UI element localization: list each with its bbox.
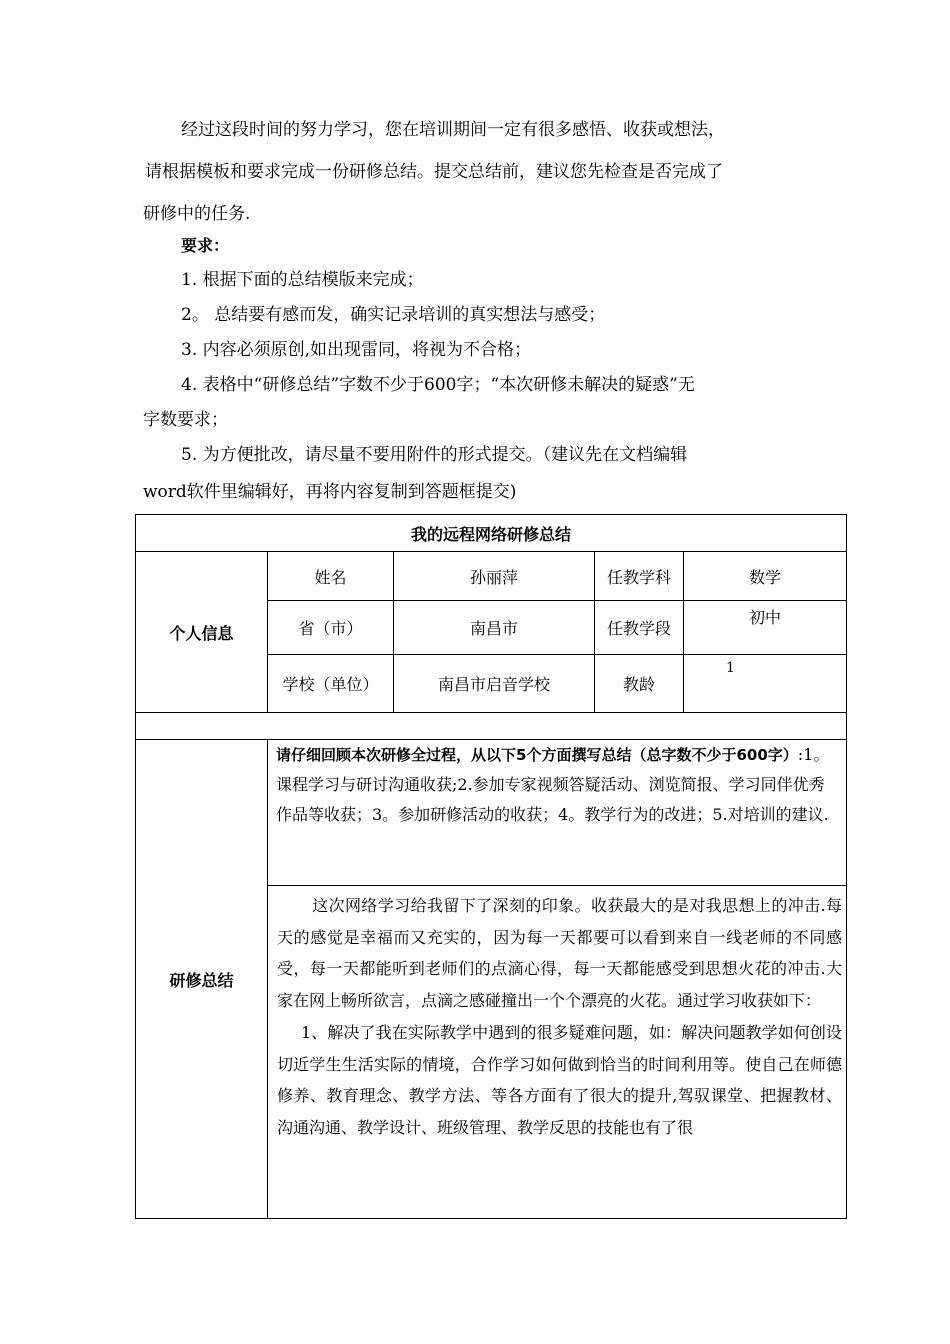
instruction-rest: :1。课程学习与研讨沟通收获;2.参加专家视频答疑活动、浏览简报、学习同伴优秀作品等收获；3。参加研修活动的收获；4。教学行为的改进；5.对培训的建议. — [276, 745, 830, 824]
intro-line: 研修中的任务. — [143, 204, 251, 224]
summary-label: 研修总结 — [136, 740, 268, 1219]
requirement-item: 4. 表格中“研修总结”字数不少于600字；“本次研修未解决的疑惑”无 — [181, 375, 695, 395]
summary-form-table — [135, 514, 847, 1219]
subject-label: 任教学科 — [595, 552, 684, 601]
requirement-item: 3. 内容必须原创,如出现雷同，将视为不合格； — [181, 340, 532, 360]
instruction-cell — [268, 740, 847, 886]
requirement-item: 字数要求； — [143, 410, 228, 430]
personal-info-label: 个人信息 — [136, 552, 268, 713]
school-value[interactable]: 南昌市启音学校 — [394, 655, 595, 713]
province-label: 省（市） — [268, 601, 394, 655]
school-label: 学校（单位） — [268, 655, 394, 713]
summary-paragraph: 这次网络学习给我留下了深刻的印象。收获最大的是对我思想上的冲击.每天的感觉是幸福而又充实的，因为每一天都要可以看到来自一线老师的不同感受，每一天都能听到老师们的点滴心得，每一天都能感受到思想火花的冲击.大家在网上畅所欲言，点滴之感碰撞出一个个漂亮的火花。通过学习收获如下： — [277, 896, 842, 1011]
requirement-item: word软件里编辑好，再将内容复制到答题框提交) — [143, 482, 517, 502]
requirement-item: 5. 为方便批改，请尽量不要用附件的形式提交。（建议先在文档编辑 — [181, 445, 688, 465]
summary-paragraph: 1、解决了我在实际教学中遇到的很多疑难问题，如：解决问题教学如何创设切近学生生活实际的情境，合作学习如何做到恰当的时间利用等。使自己在师德修养、教育理念、教学方法、等各方面有了很大的提升,驾驭课堂、把握教材、沟通沟通、教学设计、班级管理、教学反思的技能也有了很 — [277, 1022, 842, 1137]
intro-line: 请根据模板和要求完成一份研修总结。提交总结前，建议您先检查是否完成了 — [145, 162, 723, 182]
province-value[interactable]: 南昌市 — [394, 601, 595, 655]
name-label: 姓名 — [268, 552, 394, 601]
stage-label: 任教学段 — [595, 601, 684, 655]
name-value[interactable]: 孙丽萍 — [394, 552, 595, 601]
summary-content[interactable] — [268, 886, 847, 1219]
intro-line: 经过这段时间的努力学习，您在培训期间一定有很多感悟、收获或想法， — [181, 120, 725, 140]
requirement-item: 2。 总结要有感而发，确实记录培训的真实想法与感受； — [181, 305, 606, 325]
instruction-bold: 请仔细回顾本次研修全过程，从以下5个方面撰写总结（总字数不少于600字） — [276, 746, 798, 764]
requirements-heading: 要求： — [181, 236, 230, 255]
stage-value[interactable]: 初中 — [684, 601, 847, 655]
spacer-row — [136, 713, 847, 740]
requirement-item: 1. 根据下面的总结模版来完成； — [181, 270, 424, 290]
years-value[interactable]: 1 — [684, 655, 847, 713]
years-label: 教龄 — [595, 655, 684, 713]
subject-value[interactable]: 数学 — [684, 552, 847, 601]
form-title: 我的远程网络研修总结 — [136, 515, 847, 552]
